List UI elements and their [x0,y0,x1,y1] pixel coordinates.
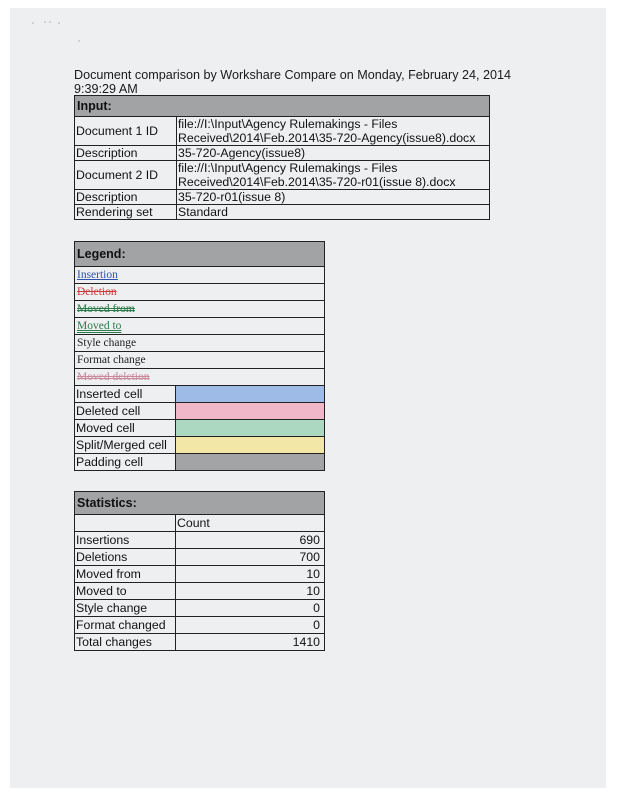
row-value [177,117,490,146]
value-line: Received\2014\Feb.2014\35-720-r01(issue 8).docx [178,175,456,189]
count-column-header: Count [176,515,325,532]
legend-table [74,241,325,471]
table-row [75,205,490,220]
comparison-title-line2: 9:39:29 AM [74,81,138,96]
legend-insertion: Insertion [75,267,325,284]
input-table-header: Input: [75,96,490,117]
table-row [75,161,490,190]
legend-cell-label: Split/Merged cell [75,437,176,454]
table-row [75,566,325,583]
stat-label: Moved from [75,566,176,583]
moved-cell-swatch [176,420,325,437]
stat-label: Insertions [75,532,176,549]
legend-row [75,301,325,318]
table-row [75,146,490,161]
legend-cell-label: Deleted cell [75,403,176,420]
legend-row [75,454,325,471]
table-row [75,600,325,617]
table-row [75,617,325,634]
table-row [75,515,325,532]
value-line: file://I:\Input\Agency Rulemakings - Files [178,161,398,175]
inserted-cell-swatch [176,386,325,403]
legend-moved-from: Moved from [75,301,325,318]
scan-specks [30,18,90,58]
row-label: Description [75,190,177,205]
stat-count: 700 [176,549,325,566]
legend-cell-label: Moved cell [75,420,176,437]
legend-cell-label: Padding cell [75,454,176,471]
split-merged-cell-swatch [176,437,325,454]
empty-cell [75,515,176,532]
stat-count: 10 [176,583,325,600]
value-line: file://I:\Input\Agency Rulemakings - Files [178,117,398,131]
stat-label: Total changes [75,634,176,651]
row-value: 35-720-r01(issue 8) [177,190,490,205]
stat-count: 0 [176,600,325,617]
legend-cell-label: Inserted cell [75,386,176,403]
value-line: Received\2014\Feb.2014\35-720-Agency(issue8).docx [178,131,476,145]
row-value: Standard [177,205,490,220]
row-value [177,161,490,190]
row-label: Document 1 ID [75,117,177,146]
legend-row [75,437,325,454]
table-row [75,634,325,651]
row-label: Rendering set [75,205,177,220]
legend-row [75,335,325,352]
legend-row [75,369,325,386]
legend-row [75,318,325,335]
stat-label: Moved to [75,583,176,600]
legend-row [75,386,325,403]
legend-format-change: Format change [75,352,325,369]
legend-row [75,420,325,437]
table-row [75,532,325,549]
legend-row [75,403,325,420]
statistics-table [74,491,325,651]
table-row [75,117,490,146]
legend-moved-deletion: Moved deletion [75,369,325,386]
stat-label: Deletions [75,549,176,566]
table-row [75,190,490,205]
comparison-title-line1: Document comparison by Workshare Compare on Monday, February 24, 2014 [74,68,512,82]
stat-count: 10 [176,566,325,583]
legend-row [75,284,325,301]
stat-label: Format changed [75,617,176,634]
stat-count: 1410 [176,634,325,651]
table-row [75,549,325,566]
legend-deletion: Deletion [75,284,325,301]
deleted-cell-swatch [176,403,325,420]
stat-count: 0 [176,617,325,634]
padding-cell-swatch [176,454,325,471]
stat-count: 690 [176,532,325,549]
table-row [75,583,325,600]
comparison-title [74,69,514,96]
row-label: Description [75,146,177,161]
legend-row [75,352,325,369]
legend-style-change: Style change [75,335,325,352]
input-table [74,95,490,220]
legend-row [75,267,325,284]
legend-header: Legend: [75,242,325,267]
stat-label: Style change [75,600,176,617]
row-label: Document 2 ID [75,161,177,190]
legend-moved-to: Moved to [75,318,325,335]
statistics-header: Statistics: [75,492,325,515]
row-value: 35-720-Agency(issue8) [177,146,490,161]
